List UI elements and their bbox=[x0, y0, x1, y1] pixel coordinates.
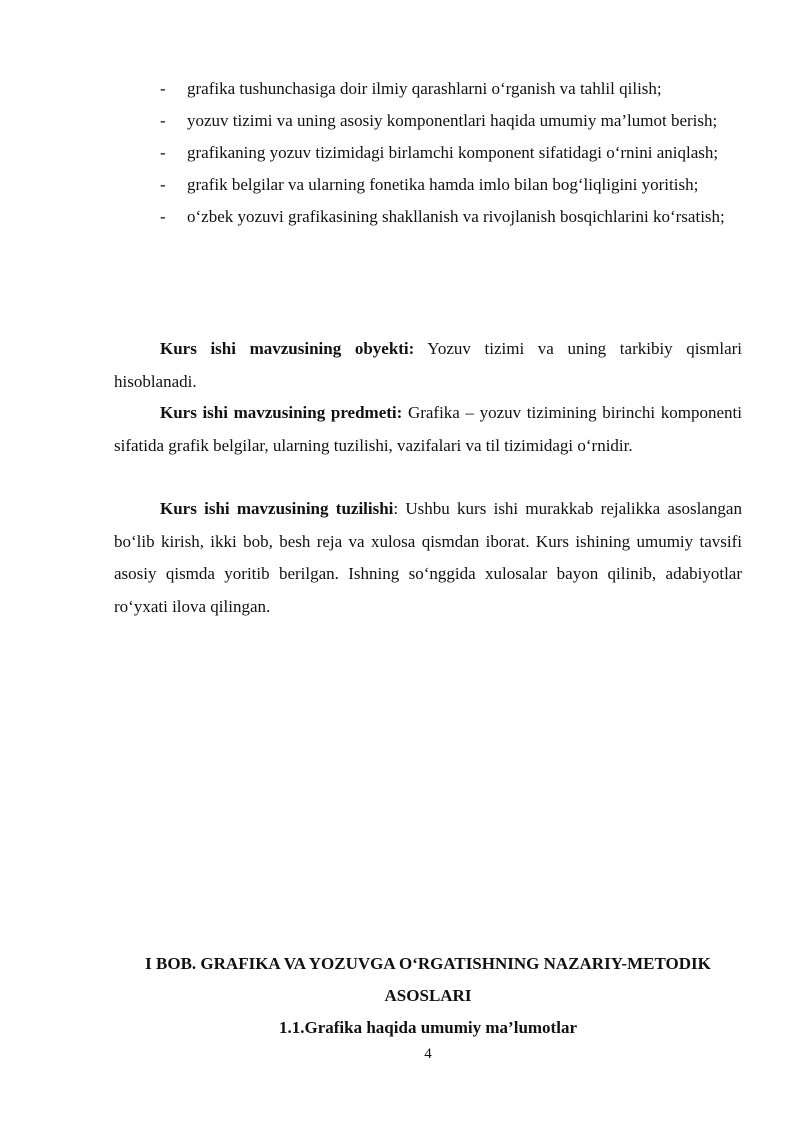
list-item bbox=[160, 201, 742, 233]
list-item bbox=[160, 73, 742, 105]
object-label: Kurs ishi mavzusining obyekti: bbox=[160, 339, 415, 358]
structure-paragraph bbox=[114, 493, 742, 623]
bullet-dash: - bbox=[160, 207, 166, 226]
structure-text: : Ushbu kurs ishi murakkab rejalikka asoslangan bo‘lib kirish, ikki bob, besh reja va xulosa qismdan iborat. Kurs ishining umumiy tavsifi asosiy qismda yoritib berilgan. Ishning so‘nggida xulosalar bayon qilinib, adabiyotlar ro‘yxati ilova qilingan. bbox=[114, 499, 742, 616]
subject-paragraph bbox=[114, 397, 742, 462]
structure-label: Kurs ishi mavzusining tuzilishi bbox=[160, 499, 394, 518]
bullet-dash: - bbox=[160, 111, 166, 130]
object-text: Yozuv tizimi va uning tarkibiy qismlari hisoblanadi. bbox=[114, 339, 742, 391]
list-item-text: grafika tushunchasiga doir ilmiy qarashlarni o‘rganish va tahlil qilish; bbox=[187, 79, 662, 98]
bullet-dash: - bbox=[160, 79, 166, 98]
objectives-list bbox=[160, 73, 742, 233]
list-item-text: o‘zbek yozuvi grafikasining shakllanish va rivojlanish bosqichlarini ko‘rsatish; bbox=[187, 207, 725, 226]
list-item bbox=[160, 169, 742, 201]
section-title: 1.1.Grafika haqida umumiy ma’lumotlar bbox=[279, 1018, 577, 1037]
list-item bbox=[160, 137, 742, 169]
subject-text: Grafika – yozuv tizimining birinchi komponenti sifatida grafik belgilar, ularning tuzilishi, vazifalari va til tizimidagi o‘rnidir. bbox=[114, 403, 742, 455]
list-item bbox=[160, 105, 742, 137]
bullet-dash: - bbox=[160, 175, 166, 194]
chapter-title: I BOB. GRAFIKA VA YOZUVGA O‘RGATISHNING NAZARIY-METODIK ASOSLARI bbox=[145, 954, 711, 1005]
subject-label: Kurs ishi mavzusining predmeti: bbox=[160, 403, 403, 422]
list-item-text: yozuv tizimi va uning asosiy komponentlari haqida umumiy ma’lumot berish; bbox=[187, 111, 718, 130]
list-item-text: grafik belgilar va ularning fonetika hamda imlo bilan bog‘liqligini yoritish; bbox=[187, 175, 699, 194]
bullet-dash: - bbox=[160, 143, 166, 162]
page-number: 4 bbox=[424, 1046, 432, 1062]
object-paragraph bbox=[114, 333, 742, 398]
list-item-text: grafikaning yozuv tizimidagi birlamchi komponent sifatidagi o‘rnini aniqlash; bbox=[187, 143, 719, 162]
